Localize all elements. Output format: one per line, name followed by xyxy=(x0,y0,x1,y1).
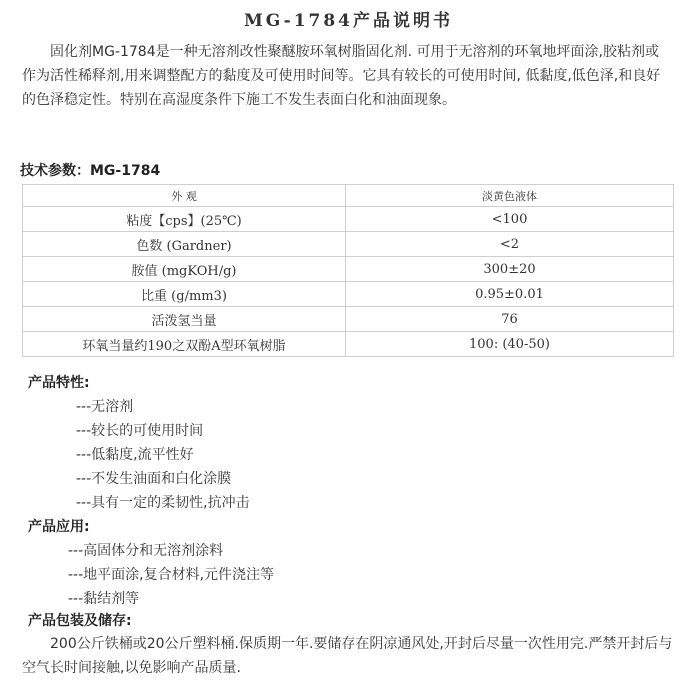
param-cell: 环氧当量约190之双酚A型环氧树脂 xyxy=(23,332,346,357)
document-title: MG-1784产品说明书 xyxy=(243,11,454,31)
value-cell: 淡黄色液体 xyxy=(346,185,674,207)
table-row xyxy=(23,232,674,257)
feature-item: ---不发生油面和白化涂膜 xyxy=(76,471,232,487)
param-cell: 粘度【cps】(25℃) xyxy=(23,207,346,232)
value-cell: 100: (40-50) xyxy=(346,332,674,357)
packaging-text: 200公斤铁桶或20公斤塑料桶.保质期一年.要储存在阴凉通风处,开封后尽量一次性用完.严禁开封后与空气长时间接触,以免影响产品质量. xyxy=(22,636,673,676)
param-cell: 比重 (g/mm3) xyxy=(23,282,346,307)
feature-item: ---低黏度,流平性好 xyxy=(76,447,194,463)
table-row xyxy=(23,207,674,232)
feature-item: ---具有一定的柔韧性,抗冲击 xyxy=(76,495,250,511)
param-cell: 色数 (Gardner) xyxy=(23,232,346,257)
spec-table xyxy=(22,184,674,357)
application-item: ---黏结剂等 xyxy=(68,591,140,607)
table-row xyxy=(23,332,674,357)
value-cell: 300±20 xyxy=(346,257,674,282)
param-cell: 胺值 (mgKOH/g) xyxy=(23,257,346,282)
feature-item: ---无溶剂 xyxy=(76,399,134,415)
value-cell: 0.95±0.01 xyxy=(346,282,674,307)
table-row xyxy=(23,307,674,332)
spec-heading: 技术参数：MG-1784 xyxy=(20,163,161,179)
param-cell: 活泼氢当量 xyxy=(23,307,346,332)
table-row xyxy=(23,282,674,307)
application-item: ---地平面涂,复合材料,元件浇注等 xyxy=(68,567,275,583)
param-cell: 外 观 xyxy=(23,185,346,207)
application-item: ---高固体分和无溶剂涂料 xyxy=(68,543,224,559)
table-row xyxy=(23,257,674,282)
table-row xyxy=(23,185,674,207)
value-cell: <2 xyxy=(346,232,674,257)
packaging-heading: 产品包装及储存: xyxy=(28,613,132,629)
features-heading: 产品特性: xyxy=(28,375,90,391)
applications-heading: 产品应用: xyxy=(28,519,90,535)
feature-item: ---较长的可使用时间 xyxy=(76,423,204,439)
value-cell: 76 xyxy=(346,307,674,332)
intro-paragraph: 固化剂MG-1784是一种无溶剂改性聚醚胺环氧树脂固化剂. 可用于无溶剂的环氧地坪面涂,胶粘剂或作为活性稀释剂,用来调整配方的黏度及可使用时间等。它具有较长的可使用时间, 低黏度,低色泽,和良好的色泽稳定性。特别在高湿度条件下施工不发生表面白化和油面现象。 xyxy=(22,44,661,108)
value-cell: <100 xyxy=(346,207,674,232)
